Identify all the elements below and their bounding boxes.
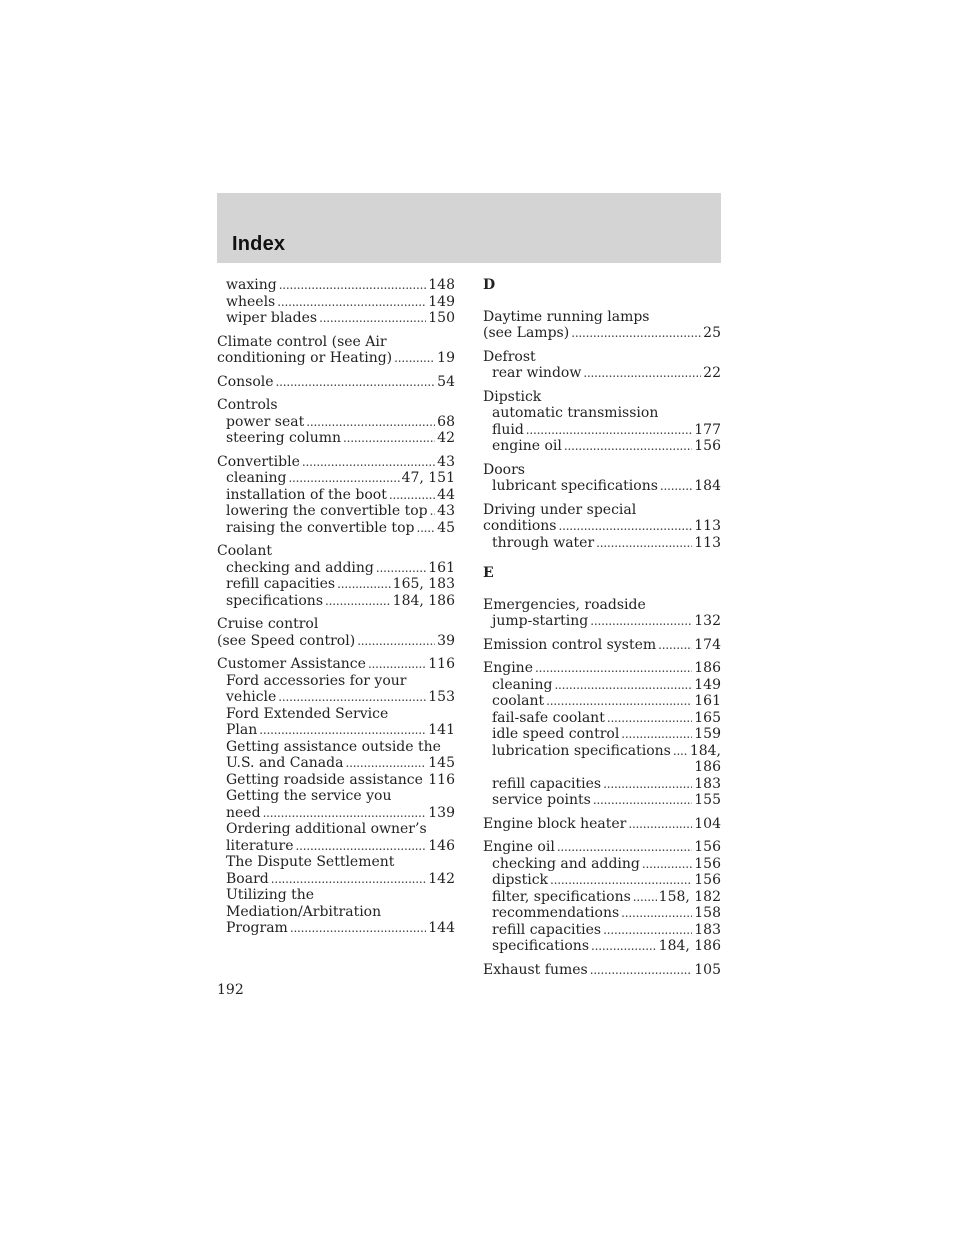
index-main-entry — [483, 502, 721, 519]
index-subentry — [217, 430, 455, 447]
entry-text: (see Lamps) — [483, 325, 570, 341]
index-subentry — [217, 560, 455, 577]
index-subentry — [217, 871, 455, 888]
index-subentry — [217, 294, 455, 311]
index-main-entry — [483, 839, 721, 856]
index-subentry — [483, 535, 721, 552]
index-main-entry — [483, 389, 721, 406]
dot-leader — [564, 438, 692, 455]
entry-text: installation of the boot — [226, 486, 387, 503]
index-subentry — [217, 854, 455, 871]
entry-text: fail-safe coolant — [492, 709, 605, 726]
index-subentry — [217, 689, 455, 706]
page-reference: 39 — [437, 632, 455, 649]
entry-text: power seat — [226, 413, 305, 430]
entry-text: refill capacities — [492, 921, 602, 938]
entry-text: Board — [226, 870, 269, 887]
entry-text: Defrost — [483, 348, 536, 365]
entry-text: Console — [217, 373, 274, 390]
index-main-entry — [483, 962, 721, 979]
index-entry — [483, 839, 721, 955]
index-subentry — [217, 673, 455, 690]
index-subentry — [217, 277, 455, 294]
entry-text: Convertible — [217, 453, 300, 470]
page-reference: 155 — [694, 792, 721, 808]
index-subentry — [483, 438, 721, 455]
page-reference: 104 — [694, 815, 721, 832]
entry-text: engine oil — [492, 438, 562, 454]
dot-leader — [376, 560, 426, 577]
page-reference: 43 — [437, 453, 455, 470]
dot-leader — [290, 920, 426, 937]
index-subentry — [217, 739, 455, 756]
entry-text: refill capacities — [226, 576, 336, 592]
entry-text: lubrication specifications — [492, 742, 671, 759]
dot-leader — [389, 487, 435, 504]
dot-leader — [591, 938, 657, 955]
dot-leader — [319, 310, 426, 327]
entry-text: U.S. and Canada — [226, 755, 344, 771]
entry-text: idle speed control — [492, 726, 620, 742]
entry-text: Dipstick — [483, 388, 542, 405]
entry-text: refill capacities — [492, 775, 602, 792]
page-reference: 186 — [694, 660, 721, 676]
page-reference: 139 — [428, 804, 455, 821]
dot-leader — [277, 294, 426, 311]
entry-text: Engine oil — [483, 839, 555, 855]
index-main-entry — [217, 656, 455, 673]
dot-leader — [430, 503, 436, 520]
index-subentry — [217, 805, 455, 822]
page-reference: 148 — [428, 277, 455, 293]
index-entry — [483, 349, 721, 382]
entry-text: Controls — [217, 397, 278, 413]
index-subentry — [217, 838, 455, 855]
page-reference: 159 — [694, 726, 721, 742]
index-entry — [217, 397, 455, 447]
index-subentry — [483, 726, 721, 743]
page-reference: 141 — [428, 722, 455, 738]
index-main-entry — [483, 597, 721, 614]
page-reference: 156 — [694, 855, 721, 872]
index-subentry — [483, 922, 721, 939]
index-main-entry — [483, 518, 721, 535]
entry-text: literature — [226, 837, 294, 854]
page-reference: 174 — [694, 636, 721, 653]
page-reference: 165 — [694, 709, 721, 726]
index-entry — [483, 660, 721, 809]
dot-leader — [271, 871, 427, 888]
page-reference: 184 — [694, 478, 721, 494]
entry-text: Ford accessories for your — [226, 672, 407, 689]
index-subentry — [217, 593, 455, 610]
page-reference: 142 — [428, 870, 455, 887]
dot-leader — [259, 722, 426, 739]
entry-text: coolant — [492, 693, 545, 709]
entry-text: conditions — [483, 518, 557, 534]
dot-leader — [357, 633, 435, 650]
index-subentry — [217, 414, 455, 431]
entry-text: jump-starting — [492, 613, 589, 629]
entry-text: need — [226, 804, 261, 821]
index-entry — [217, 374, 455, 391]
index-subentry — [217, 755, 455, 772]
index-subentry — [217, 470, 455, 487]
dot-leader — [642, 856, 692, 873]
index-main-entry — [217, 616, 455, 633]
page-reference: 146 — [428, 837, 455, 854]
index-main-entry — [483, 660, 721, 677]
entry-text: checking and adding — [492, 855, 640, 872]
index-subentry — [217, 706, 455, 723]
dot-leader — [276, 374, 436, 391]
index-subentry — [483, 677, 721, 694]
dot-leader — [660, 478, 692, 495]
page-reference: 153 — [428, 689, 455, 705]
index-subentry — [217, 310, 455, 327]
index-subentry — [483, 905, 721, 922]
page-reference: 44 — [437, 486, 455, 503]
entry-text: waxing — [226, 277, 277, 293]
page-reference: 116 — [428, 771, 455, 788]
index-subentry — [483, 889, 721, 906]
entry-text: raising the convertible top — [226, 519, 415, 536]
index-subentry — [217, 722, 455, 739]
index-subentry — [217, 821, 455, 838]
entry-text: Engine block heater — [483, 815, 627, 832]
dot-leader — [296, 838, 427, 855]
index-entry — [217, 616, 455, 649]
page-reference: 177 — [694, 421, 721, 438]
index-subentry — [217, 576, 455, 593]
entry-text: Doors — [483, 461, 525, 478]
entry-text: Engine — [483, 660, 533, 676]
entry-text: Program — [226, 920, 288, 936]
dot-leader — [278, 689, 426, 706]
page-reference: 43 — [437, 503, 455, 519]
section-letter: E — [483, 565, 494, 581]
index-main-entry — [483, 325, 721, 342]
page-reference: 113 — [694, 518, 721, 534]
entry-text: Climate control (see Air — [217, 333, 387, 350]
page-reference: 144 — [428, 920, 455, 936]
page-reference: 158, 182 — [658, 888, 721, 905]
page-reference: 156 — [694, 438, 721, 454]
entry-text: vehicle — [226, 689, 277, 705]
index-subentry — [483, 759, 721, 776]
index-main-entry — [483, 462, 721, 479]
index-main-entry — [217, 543, 455, 560]
entry-text: Emergencies, roadside — [483, 596, 646, 613]
index-subentry — [217, 487, 455, 504]
page-reference: 149 — [694, 676, 721, 693]
index-subentry — [217, 887, 455, 904]
index-subentry — [483, 422, 721, 439]
entry-text: Plan — [226, 722, 258, 738]
entry-text: The Dispute Settlement — [226, 854, 395, 870]
page-reference: 145 — [428, 755, 455, 771]
index-main-entry — [217, 334, 455, 351]
entry-text: cleaning — [492, 676, 553, 693]
page-reference: 25 — [703, 325, 721, 341]
entry-text: Driving under special — [483, 501, 637, 518]
page-reference: 113 — [694, 534, 721, 551]
page-reference: 183 — [694, 921, 721, 938]
entry-text: Coolant — [217, 543, 273, 559]
index-entry — [483, 462, 721, 495]
dot-leader — [394, 350, 435, 367]
dot-leader — [263, 805, 427, 822]
index-subentry — [483, 856, 721, 873]
page-reference: 156 — [694, 839, 721, 855]
index-entry — [217, 656, 455, 937]
entry-text: Emission control system — [483, 636, 657, 653]
entry-text: automatic transmission — [492, 405, 659, 421]
dot-leader — [368, 656, 426, 673]
dot-leader — [279, 277, 427, 294]
entry-text: wiper blades — [226, 310, 318, 326]
page-number: 192 — [217, 982, 244, 998]
index-entry — [217, 334, 455, 367]
entry-text: rear window — [492, 365, 582, 381]
index-column-right — [483, 277, 721, 985]
entry-text: Mediation/Arbitration — [226, 903, 382, 920]
entry-text: recommendations — [492, 905, 620, 921]
entry-text: cleaning — [226, 470, 287, 486]
index-subentry — [483, 365, 721, 382]
page-reference: 19 — [437, 350, 455, 366]
dot-leader — [603, 776, 692, 793]
index-entry — [483, 637, 721, 654]
entry-text: wheels — [226, 293, 276, 310]
index-subentry — [217, 520, 455, 537]
entry-text: (see Speed control) — [217, 632, 356, 649]
index-entry — [217, 454, 455, 537]
dot-leader — [302, 454, 435, 471]
entry-text: checking and adding — [226, 559, 374, 576]
entry-text: Cruise control — [217, 616, 319, 632]
index-entry — [483, 309, 721, 342]
index-subentry — [217, 503, 455, 520]
index-header-band — [217, 193, 721, 263]
dot-leader — [583, 365, 701, 382]
index-subentry — [483, 693, 721, 710]
index-entry — [217, 543, 455, 609]
index-subentry — [217, 904, 455, 921]
dot-leader — [633, 889, 657, 906]
dot-leader — [325, 593, 391, 610]
dot-leader — [571, 325, 701, 342]
index-main-entry — [217, 397, 455, 414]
dot-leader — [621, 905, 692, 922]
dot-leader — [343, 430, 435, 447]
dot-leader — [590, 962, 693, 979]
index-subentry — [483, 776, 721, 793]
page-reference: 161 — [428, 559, 455, 576]
dot-leader — [554, 677, 692, 694]
dot-leader — [673, 743, 688, 760]
index-main-entry — [217, 374, 455, 391]
index-subentry — [483, 938, 721, 955]
index-main-entry — [483, 309, 721, 326]
dot-leader — [607, 710, 692, 727]
index-subentry — [483, 405, 721, 422]
index-entry — [483, 502, 721, 552]
dot-leader — [288, 470, 399, 487]
page-reference: 156 — [694, 872, 721, 888]
dot-leader — [306, 414, 435, 431]
page-reference: 105 — [694, 961, 721, 978]
page-reference: 150 — [428, 310, 455, 326]
page-title: Index — [232, 233, 286, 255]
index-subentry — [483, 792, 721, 809]
dot-leader — [603, 922, 692, 939]
page-reference: 68 — [437, 413, 455, 430]
dot-leader — [558, 518, 692, 535]
dot-leader — [590, 613, 692, 630]
entry-text: Getting roadside assistance — [226, 771, 423, 788]
entry-text: steering column — [226, 430, 342, 446]
dot-leader — [557, 839, 692, 856]
dot-leader — [596, 535, 692, 552]
index-main-entry — [483, 349, 721, 366]
page-reference: 47, 151 — [401, 470, 455, 486]
index-subentry — [217, 788, 455, 805]
index-entry — [483, 389, 721, 455]
index-main-entry — [217, 633, 455, 650]
dot-leader — [345, 755, 426, 772]
entry-text: dipstick — [492, 872, 549, 888]
entry-text: lowering the convertible top — [226, 503, 428, 519]
section-letter: D — [483, 277, 496, 293]
page-reference: 165, 183 — [392, 576, 455, 592]
index-main-entry — [217, 454, 455, 471]
index-main-entry — [483, 637, 721, 654]
index-subentry — [217, 772, 455, 789]
index-subentry — [483, 478, 721, 495]
page-reference: 149 — [428, 293, 455, 310]
entry-text: fluid — [492, 421, 524, 438]
page-reference: 116 — [428, 656, 455, 672]
dot-leader — [593, 792, 692, 809]
entry-text: Daytime running lamps — [483, 308, 650, 325]
dot-leader — [546, 693, 692, 710]
dot-leader — [416, 520, 435, 537]
dot-leader — [425, 772, 426, 789]
entry-text: Customer Assistance — [217, 656, 366, 672]
index-entry — [483, 597, 721, 630]
index-subentry — [483, 613, 721, 630]
entry-text: Utilizing the — [226, 887, 315, 903]
dot-leader — [658, 637, 692, 654]
dot-leader — [550, 872, 692, 889]
index-entry — [483, 816, 721, 833]
entry-text: Getting assistance outside the — [226, 738, 441, 755]
index-subentry — [483, 743, 721, 760]
entry-text: Exhaust fumes — [483, 961, 588, 978]
page-reference: 186 — [694, 759, 721, 775]
index-entry — [217, 277, 455, 327]
page-reference: 184, — [689, 742, 721, 759]
dot-leader — [526, 422, 692, 439]
entry-text: Getting the service you — [226, 788, 392, 804]
entry-text: service points — [492, 792, 591, 808]
entry-text: through water — [492, 534, 595, 551]
index-main-entry — [483, 816, 721, 833]
page-reference: 161 — [694, 693, 721, 709]
page-reference: 184, 186 — [392, 592, 455, 609]
entry-text: lubricant specifications — [492, 478, 658, 494]
page-reference: 42 — [437, 430, 455, 446]
page-reference: 54 — [437, 373, 455, 390]
index-entry — [483, 962, 721, 979]
entry-text: conditioning or Heating) — [217, 350, 393, 366]
page-reference: 45 — [437, 519, 455, 536]
dot-leader — [628, 816, 692, 833]
index-main-entry — [217, 350, 455, 367]
page-reference: 132 — [694, 613, 721, 629]
page-reference: 184, 186 — [658, 938, 721, 954]
index-column-left — [217, 277, 455, 944]
entry-text: Ford Extended Service — [226, 705, 389, 722]
page-reference: 158 — [694, 905, 721, 921]
index-subentry — [217, 920, 455, 937]
entry-text: specifications — [226, 592, 324, 609]
index-subentry — [483, 872, 721, 889]
page-reference: 183 — [694, 775, 721, 792]
index-subentry — [483, 710, 721, 727]
entry-text: specifications — [492, 938, 590, 954]
dot-leader — [535, 660, 692, 677]
page-reference: 22 — [703, 365, 721, 381]
entry-text: filter, specifications — [492, 888, 631, 905]
entry-text: Ordering additional owner’s — [226, 821, 427, 837]
dot-leader — [337, 576, 391, 593]
dot-leader — [621, 726, 692, 743]
